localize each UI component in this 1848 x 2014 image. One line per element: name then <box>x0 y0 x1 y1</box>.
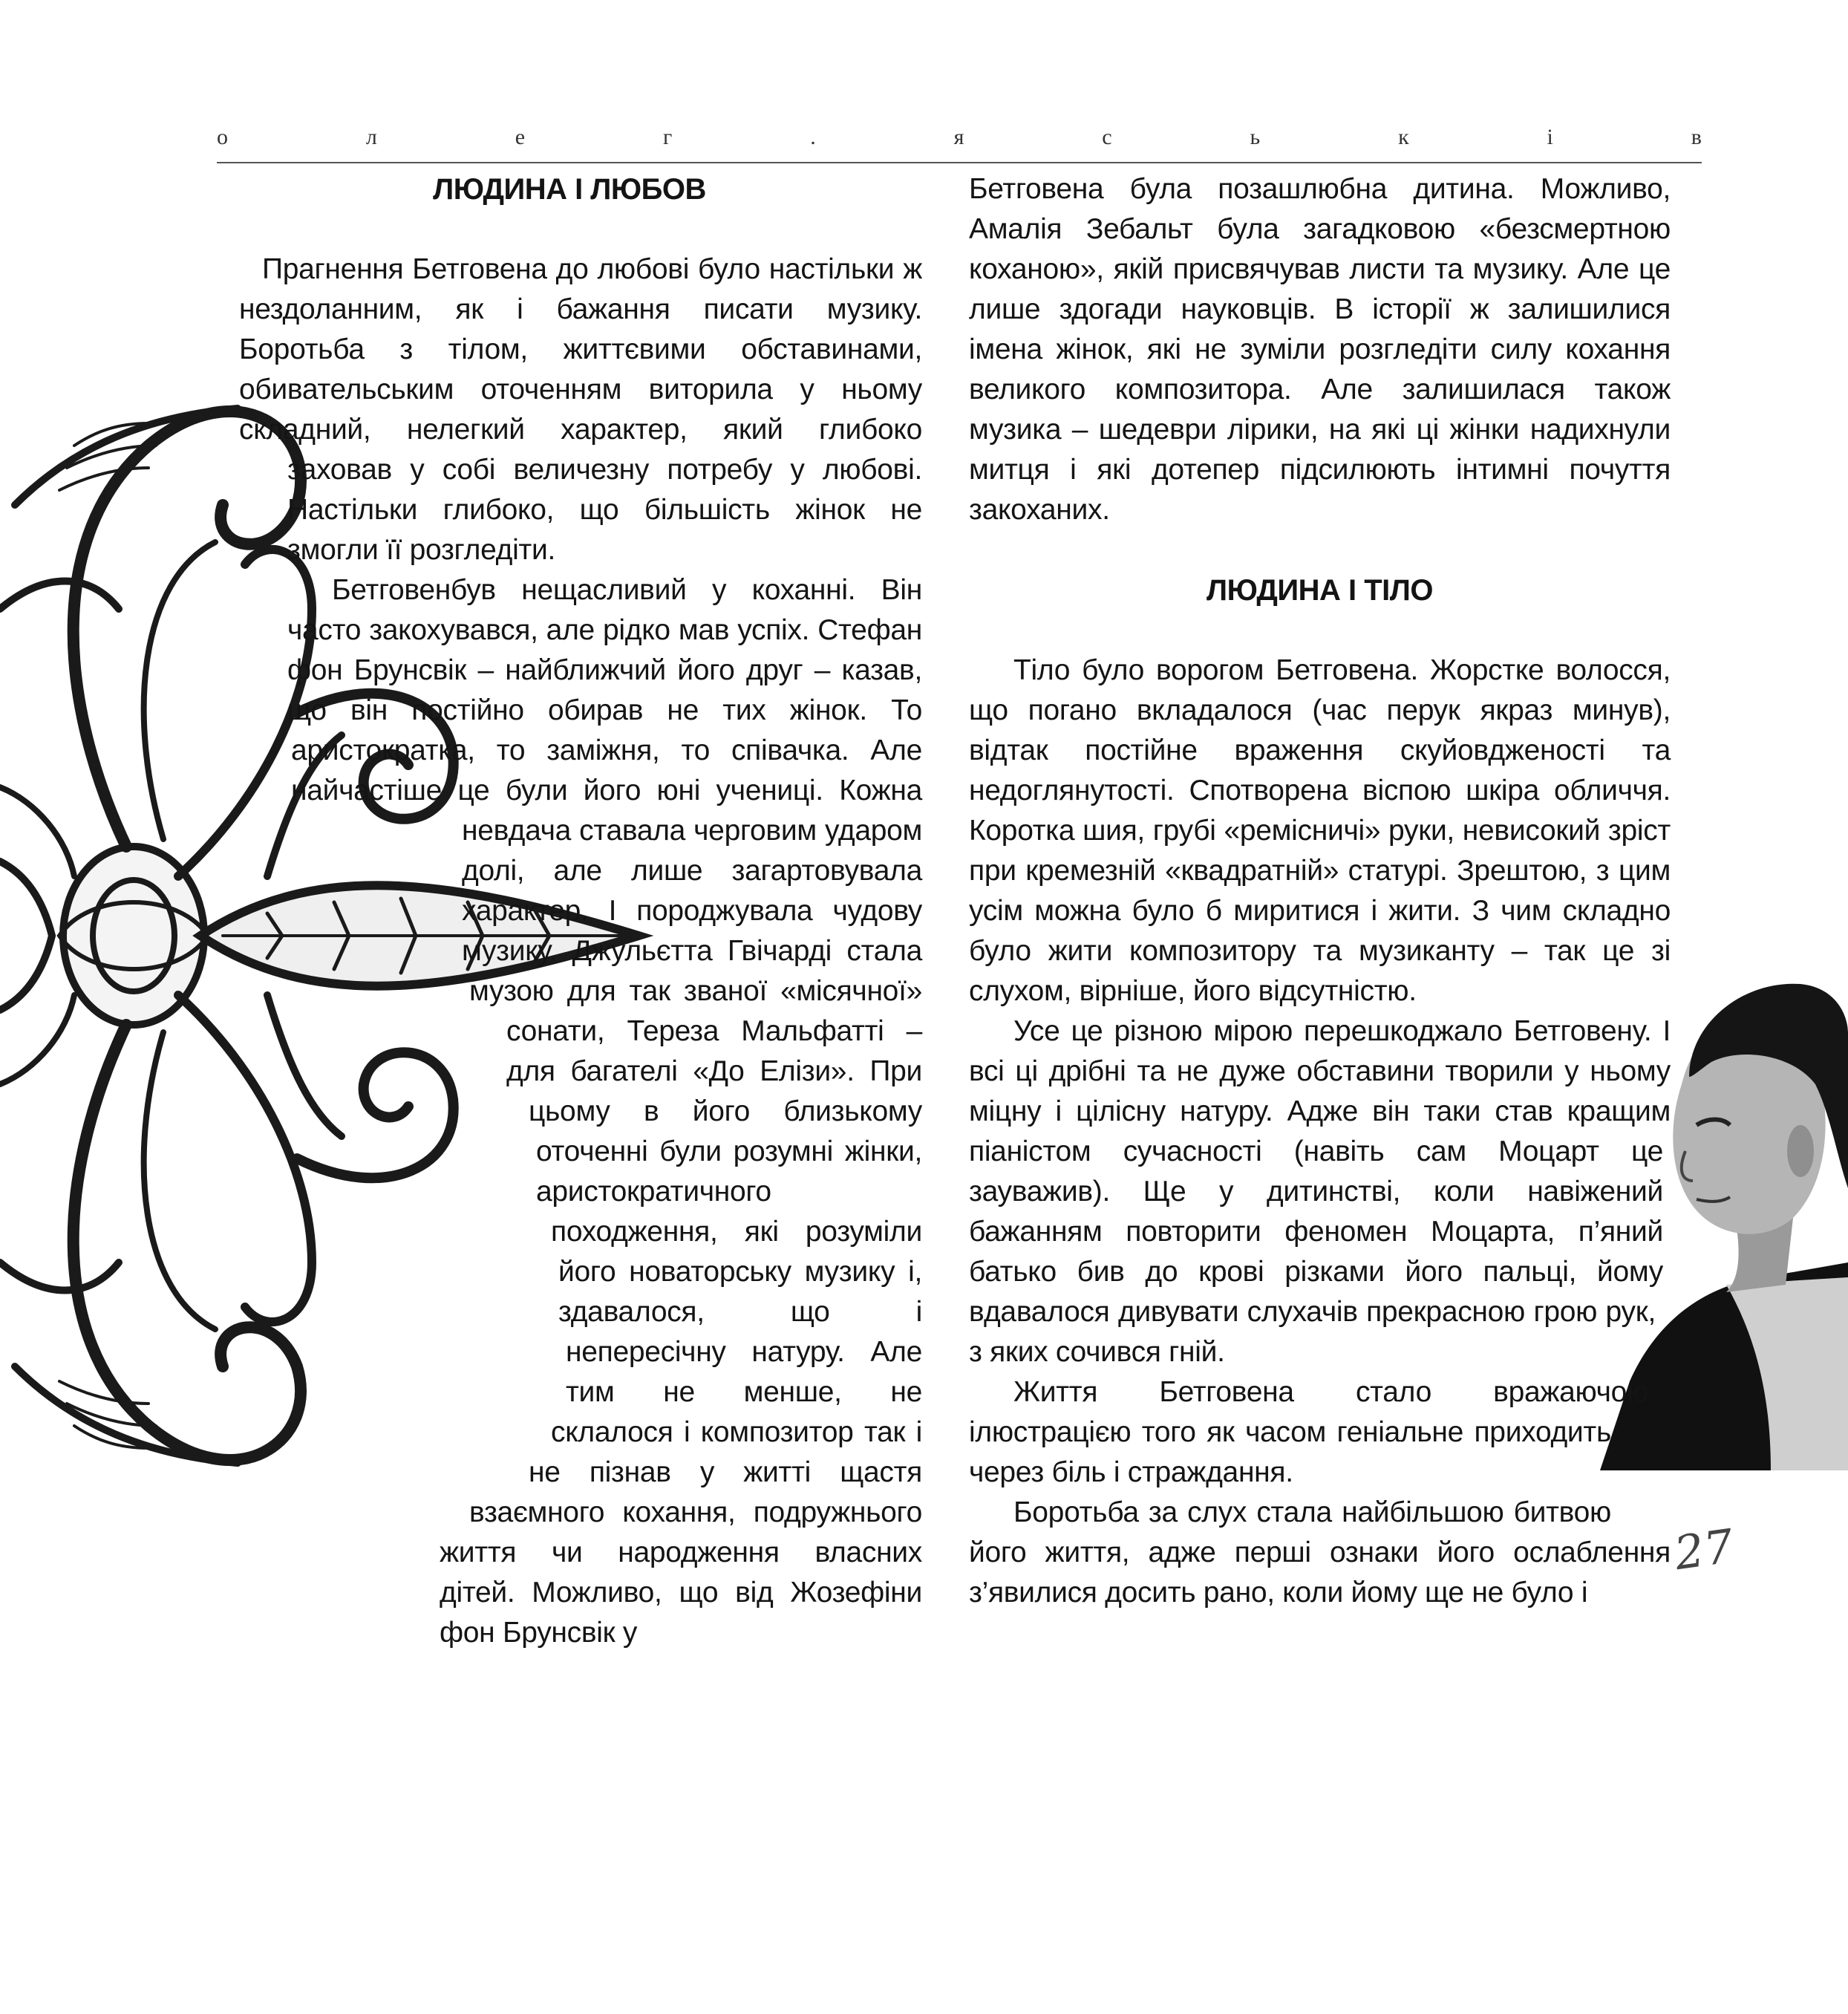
running-head-letter: е <box>515 125 526 149</box>
running-head-letter: ь <box>1250 125 1261 149</box>
section-heading-love: ЛЮДИНА І ЛЮБОВ <box>433 173 706 206</box>
running-head-letter: к <box>1398 125 1409 149</box>
running-head-letter: . <box>810 125 816 149</box>
paragraph-body-2: Усе це різною мірою перешкоджало Бетговену. І всі ці дрібні та не дуже обставини творили у ньому міцну і цілісну натуру. Адже він таки став кращим піаністом сучасності (навіть сам Моцарт це зауважив). Ще у дитинстві, коли навіжений бажанням повторити феномен Моцарта, п’яний батько бив до крові різками його пальці, йому вдавалося дивувати слухачів прекрасною грою рук, з яких сочився гній. <box>969 1015 1671 1368</box>
left-column <box>217 169 922 2014</box>
running-head-letter: я <box>953 125 964 149</box>
paragraph-continuation: Бетговена була позашлюбна дитина. Можливо, Амалія Зебальт була загадковою «безсмертною коханою», якій присвячував листи та музику. Але це лише здогади науковців. В історії ж залишилися імена жінок, які не зуміли розгледіти силу кохання великого композитора. Але залишилася також музика – шедеври лірики, на які ці жінки надихнули митця і які дотепер підсилюють інтимні почуття закоханих. <box>969 173 1671 526</box>
running-head-letter: і <box>1547 125 1553 149</box>
running-head-letter: г <box>662 125 673 149</box>
paragraph-love-2: Бетговенбув нещасливий у коханні. Він часто закохувався, але рідко мав успіх. Стефан фон Брунсвік – найближчий його друг – казав, що він постійно обирав не тих жінок. То аристократка, то заміжня, то співачка. Але найчастіше це були його юні учениці. Кожна невдача ставала черговим ударом долі, але лише загартовувала характер. І породжувала чудову музику. Джульєтта Гвічарді стала музою для так званої «місячної» сонати, Тереза Мальфатті – для багателі «До Елізи». При цьому в його близькому оточенні були розумні жінки, аристократичного походження, які розуміли його новаторську музику і, здавалося, що і непересічну натуру. Але тим не менше, не склалося і композитор так і не пізнав у житті щастя взаємного кохання, подружнього життя чи народження власних дітей. Можливо, що від Жозефіни фон Брунсвік у <box>287 574 922 1649</box>
running-head-letter: л <box>365 125 377 149</box>
paragraph-body-3: Життя Бетговена стало вражаючою ілюстрацією того як часом геніальне приходить через біль і страждання. <box>969 1376 1648 1488</box>
section-heading-body: ЛЮДИНА І ТІЛО <box>1207 574 1433 607</box>
running-head <box>217 120 1702 154</box>
paragraph-body-1: Тіло було ворогом Бетговена. Жорстке волосся, що погано вкладалося (час перук якраз минув), відтак постійне враження скуйовдженості та недоглянутості. Спотворена віспою шкіра обличчя. Коротка шия, грубі «ремісничі» руки, невисокий зріст при кремезній «квадратній» статурі. Зрештою, з цим усім можна було б миритися і жити. З чим складно було жити композитору та музиканту – так це зі слухом, вірніше, його відсутністю. <box>969 654 1671 1007</box>
paragraph-love-1: Прагнення Бетговена до любові було настільки ж нездоланним, як і бажання писати музику. Боротьба з тілом, життєвими обставинами, обивательським оточенням виторила у ньому складний, нелегкий характер, який глибоко заховав у собі величезну потребу у любові. Настільки глибоко, що більшість жінок не змогли її розгледіти. <box>239 253 922 566</box>
right-column <box>969 169 1671 1613</box>
running-head-letter: с <box>1102 125 1112 149</box>
header-rule <box>217 162 1702 163</box>
paragraph-body-4: Боротьба за слух стала найбільшою битвою його життя, адже перші ознаки його ослаблення з’явилися досить рано, коли йому ще не було і <box>969 1496 1671 1609</box>
running-head-letter: в <box>1691 125 1702 149</box>
running-head-letter: о <box>217 125 228 149</box>
page-number: 27 <box>1671 1518 1737 1581</box>
